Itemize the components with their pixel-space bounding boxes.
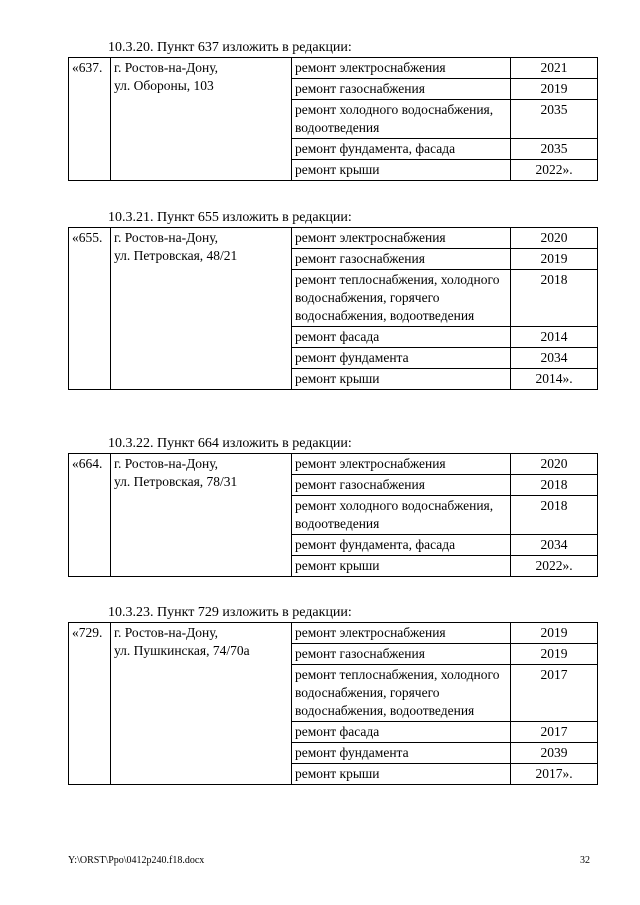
year-cell: 2018 — [511, 496, 598, 535]
year-cell: 2018 — [511, 475, 598, 496]
file-path: Y:\ORST\Ppo\0412p240.f18.docx — [68, 855, 205, 866]
item-number: «655. — [69, 228, 111, 390]
year-cell: 2039 — [511, 743, 598, 764]
section-table — [68, 622, 598, 785]
work-cell: ремонт газоснабжения — [292, 79, 511, 100]
item-address — [111, 623, 292, 785]
section-heading: 10.3.21. Пункт 655 изложить в редакции: — [108, 210, 352, 225]
work-cell: ремонт фасада — [292, 722, 511, 743]
work-cell: ремонт электроснабжения — [292, 454, 511, 475]
work-cell: ремонт электроснабжения — [292, 228, 511, 249]
address-line-1: г. Ростов-на-Дону, — [114, 230, 219, 245]
address-line-2: ул. Пушкинская, 74/70а — [114, 643, 250, 658]
year-cell: 2021 — [511, 58, 598, 79]
section-table — [68, 227, 598, 390]
year-cell: 2019 — [511, 79, 598, 100]
work-cell: ремонт крыши — [292, 556, 511, 577]
year-cell: 2014 — [511, 327, 598, 348]
year-cell: 2022». — [511, 556, 598, 577]
year-cell: 2017 — [511, 722, 598, 743]
year-cell: 2035 — [511, 100, 598, 139]
page-number: 32 — [580, 855, 590, 866]
work-cell: ремонт холодного водоснабжения, водоотведения — [292, 496, 511, 535]
section-item-637 — [68, 40, 598, 181]
address-line-1: г. Ростов-на-Дону, — [114, 456, 219, 471]
work-cell: ремонт газоснабжения — [292, 644, 511, 665]
item-address — [111, 228, 292, 390]
year-cell: 2019 — [511, 623, 598, 644]
address-line-1: г. Ростов-на-Дону, — [114, 60, 219, 75]
work-cell: ремонт газоснабжения — [292, 475, 511, 496]
work-cell: ремонт газоснабжения — [292, 249, 511, 270]
section-table — [68, 453, 598, 577]
section-heading: 10.3.23. Пункт 729 изложить в редакции: — [108, 605, 352, 620]
year-cell: 2017 — [511, 665, 598, 722]
year-cell: 2034 — [511, 348, 598, 369]
year-cell: 2022». — [511, 160, 598, 181]
section-item-664 — [68, 436, 598, 577]
work-cell: ремонт электроснабжения — [292, 623, 511, 644]
year-cell: 2020 — [511, 454, 598, 475]
year-cell: 2034 — [511, 535, 598, 556]
table-row — [69, 228, 598, 249]
work-cell: ремонт крыши — [292, 369, 511, 390]
year-cell: 2017». — [511, 764, 598, 785]
item-number: «637. — [69, 58, 111, 181]
section-item-655 — [68, 210, 598, 390]
section-heading: 10.3.20. Пункт 637 изложить в редакции: — [108, 40, 352, 55]
work-cell: ремонт теплоснабжения, холодного водоснабжения, горячего водоснабжения, водоотведения — [292, 665, 511, 722]
year-cell: 2019 — [511, 249, 598, 270]
year-cell: 2020 — [511, 228, 598, 249]
address-line-2: ул. Обороны, 103 — [114, 78, 214, 93]
work-cell: ремонт крыши — [292, 764, 511, 785]
table-row — [69, 623, 598, 644]
work-cell: ремонт крыши — [292, 160, 511, 181]
section-table — [68, 57, 598, 181]
year-cell: 2018 — [511, 270, 598, 327]
item-address — [111, 454, 292, 577]
table-row — [69, 454, 598, 475]
year-cell: 2014». — [511, 369, 598, 390]
work-cell: ремонт электроснабжения — [292, 58, 511, 79]
address-line-1: г. Ростов-на-Дону, — [114, 625, 219, 640]
address-line-2: ул. Петровская, 48/21 — [114, 248, 238, 263]
work-cell: ремонт фундамента, фасада — [292, 535, 511, 556]
section-heading: 10.3.22. Пункт 664 изложить в редакции: — [108, 436, 352, 451]
year-cell: 2035 — [511, 139, 598, 160]
work-cell: ремонт холодного водоснабжения, водоотведения — [292, 100, 511, 139]
work-cell: ремонт фундамента, фасада — [292, 139, 511, 160]
year-cell: 2019 — [511, 644, 598, 665]
item-number: «664. — [69, 454, 111, 577]
item-address — [111, 58, 292, 181]
work-cell: ремонт теплоснабжения, холодного водоснабжения, горячего водоснабжения, водоотведения — [292, 270, 511, 327]
address-line-2: ул. Петровская, 78/31 — [114, 474, 238, 489]
work-cell: ремонт фундамента — [292, 348, 511, 369]
item-number: «729. — [69, 623, 111, 785]
work-cell: ремонт фасада — [292, 327, 511, 348]
table-row — [69, 58, 598, 79]
section-item-729 — [68, 605, 598, 785]
work-cell: ремонт фундамента — [292, 743, 511, 764]
